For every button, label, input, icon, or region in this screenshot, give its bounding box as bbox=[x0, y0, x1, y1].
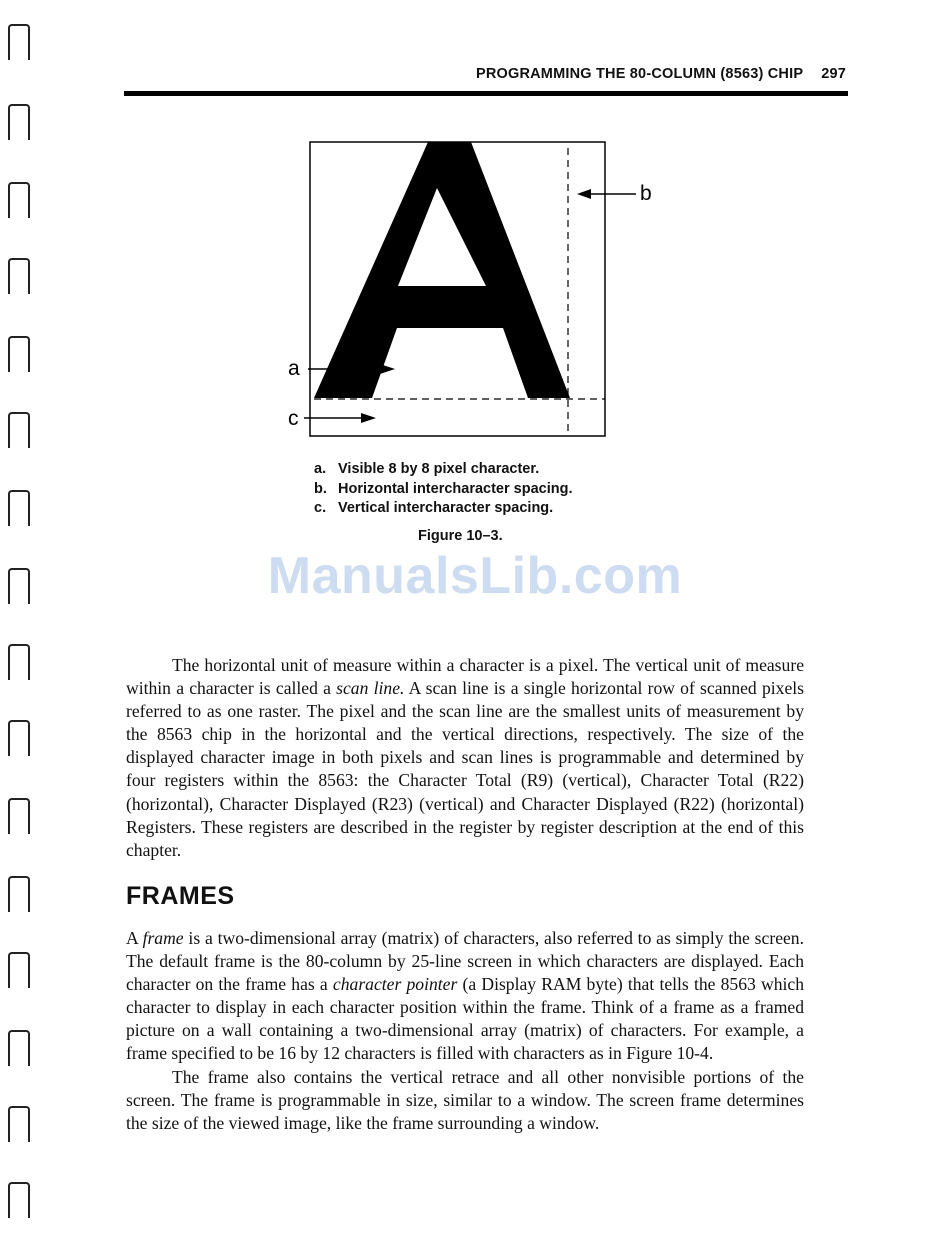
figure-title: Figure 10–3. bbox=[418, 528, 503, 544]
term-scan-line: scan line. bbox=[336, 678, 405, 699]
character-spacing-diagram bbox=[280, 138, 660, 443]
label-b: b bbox=[640, 182, 652, 205]
page-number: 297 bbox=[821, 66, 846, 82]
binder-hole bbox=[8, 258, 30, 294]
figure-10-3 bbox=[280, 138, 660, 443]
binder-hole bbox=[8, 1182, 30, 1218]
arrow-a-head bbox=[380, 364, 395, 374]
caption-letter: a. bbox=[314, 461, 327, 477]
running-head bbox=[126, 66, 846, 82]
caption-text: Visible 8 by 8 pixel character. bbox=[338, 461, 540, 477]
watermark: ManualsLib.com bbox=[267, 547, 683, 605]
paragraph-text: The horizontal unit of measure within a character is a pixel. The vertical unit of measure within a character is called a bbox=[126, 655, 804, 699]
caption-a bbox=[314, 460, 572, 480]
paragraph-text: A bbox=[126, 928, 143, 948]
binder-hole bbox=[8, 412, 30, 448]
paragraph-frame-definition bbox=[126, 927, 804, 1066]
binder-hole bbox=[8, 720, 30, 756]
binder-hole bbox=[8, 182, 30, 218]
binder-hole bbox=[8, 1030, 30, 1066]
paragraph-frame-retrace: The frame also contains the vertical retrace and all other nonvisible portions of the screen. The frame is programmable in size, similar to a window. The screen frame determines the size of the viewed image, like the frame surrounding a window. bbox=[126, 1066, 804, 1133]
caption-c bbox=[314, 499, 572, 519]
binder-hole bbox=[8, 644, 30, 680]
binder-holes bbox=[0, 0, 40, 1258]
caption-letter: c. bbox=[314, 500, 327, 516]
binder-hole bbox=[8, 952, 30, 988]
caption-text: Horizontal intercharacter spacing. bbox=[338, 480, 573, 497]
paragraph-text: A scan line is a single horizontal row of scanned pixels referred to as one raster. The pixel and the scan line are the smallest units of measurement by the 8563 chip in the horizontal and the vertical directions, respectively. The size of the displayed character image in both pixels and scan lines is programmable and determined by four registers within the 8563: the Character Total (R9) (vertical), Character Total (R22) (horizontal), Character Displayed (R23) (vertical) and Character Displayed (R22) (horizontal) Registers. These registers are described in the register by register description at the end of this chapter. bbox=[126, 678, 804, 860]
header-rule bbox=[124, 91, 848, 96]
arrow-b-head bbox=[577, 189, 591, 199]
binder-hole bbox=[8, 24, 30, 60]
letter-a-glyph bbox=[314, 142, 570, 398]
binder-hole bbox=[8, 104, 30, 140]
caption-text: Vertical intercharacter spacing. bbox=[338, 500, 554, 516]
paragraph-text: is a two-dimensional array (matrix) of characters, also referred to as simply the screen. The default frame is the 80-column by 25-line screen in which characters are displayed. Each character on the frame has a bbox=[126, 928, 805, 995]
running-head-title: PROGRAMMING THE 80-COLUMN (8563) CHIP bbox=[475, 66, 804, 82]
frames-section-body bbox=[126, 927, 804, 1135]
caption-letter: b. bbox=[314, 480, 327, 497]
section-heading: FRAMES bbox=[126, 882, 235, 910]
figure-captions bbox=[314, 460, 572, 519]
paragraph-pixel-scanline bbox=[126, 654, 804, 862]
label-c: c bbox=[288, 407, 299, 430]
binder-hole bbox=[8, 1106, 30, 1142]
term-character-pointer: character pointer bbox=[332, 974, 458, 995]
caption-b bbox=[314, 480, 572, 500]
binder-hole bbox=[8, 490, 30, 526]
arrow-c-head bbox=[361, 413, 376, 423]
term-frame: frame bbox=[142, 928, 184, 948]
binder-hole bbox=[8, 798, 30, 834]
label-a: a bbox=[288, 357, 300, 380]
paragraph-text: (a Display RAM byte) that tells the 8563 which character to display in each character position within the frame. Think of a frame as a framed picture on a wall containing a two-dimensional array (matrix) of characters. For example, a frame specified to be 16 by 12 characters is filled with characters as in Figure 10-4. bbox=[126, 974, 804, 1064]
binder-hole bbox=[8, 876, 30, 912]
binder-hole bbox=[8, 336, 30, 372]
